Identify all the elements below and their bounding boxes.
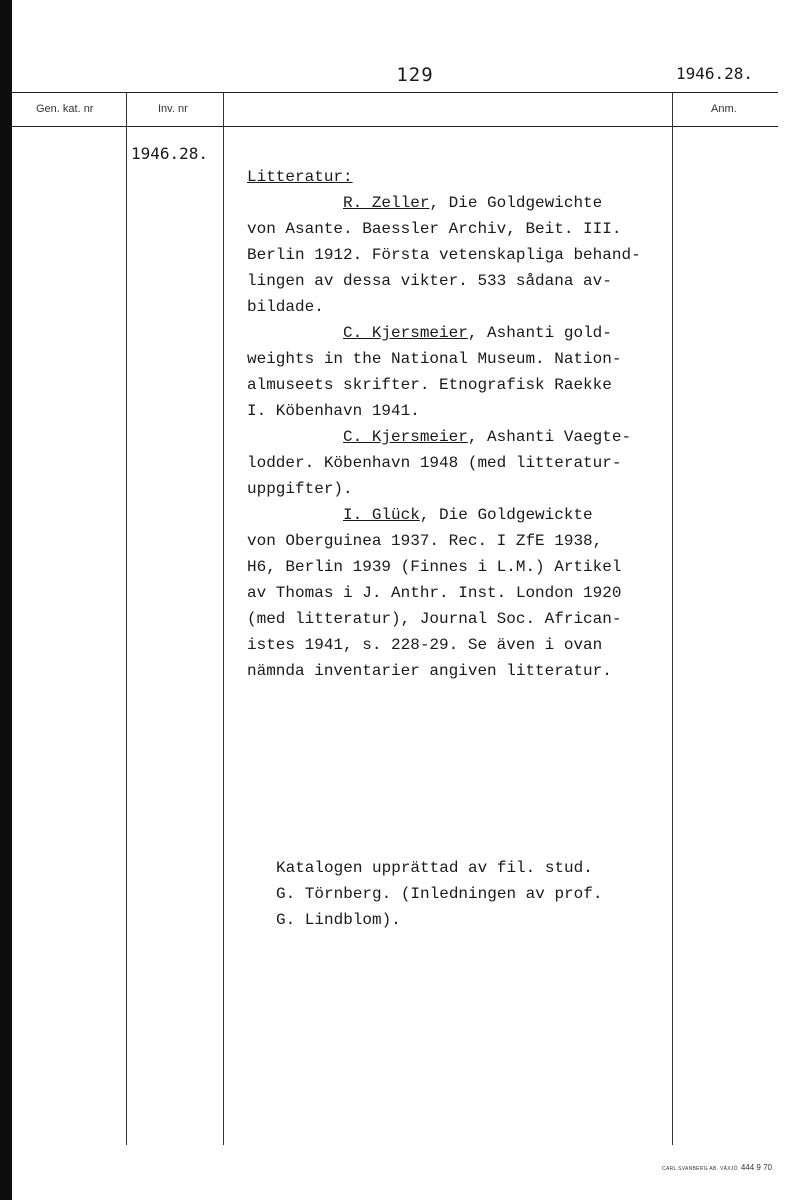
literature-line: istes 1941, s. 228-29. Se även i ovan: [247, 636, 603, 654]
literature-section: [247, 164, 677, 684]
literature-line: bildade.: [247, 298, 324, 316]
literature-line: (med litteratur), Journal Soc. African-: [247, 610, 622, 628]
page-binding-edge: [0, 0, 12, 1200]
literature-line: I. Glück, Die Goldgewickte: [343, 506, 593, 524]
literature-line: weights in the National Museum. Nation-: [247, 350, 622, 368]
literature-line: I. Köbenhavn 1941.: [247, 402, 420, 420]
literature-line: C. Kjersmeier, Ashanti Vaegte-: [343, 428, 632, 446]
catalog-note-line: G. Lindblom).: [276, 911, 401, 929]
column-header-inv-nr: Inv. nr: [158, 103, 188, 115]
form-number: 444 9 70: [740, 1163, 772, 1172]
catalog-note-line: G. Törnberg. (Inledningen av prof.: [276, 885, 603, 903]
literature-line: av Thomas i J. Anthr. Inst. London 1920: [247, 584, 622, 602]
column-header-gen-kat-nr: Gen. kat. nr: [36, 103, 94, 115]
literature-line: Berlin 1912. Första vetenskapliga behand-: [247, 246, 641, 264]
literature-line: almuseets skrifter. Etnografisk Raekke: [247, 376, 612, 394]
literature-line: von Asante. Baessler Archiv, Beit. III.: [247, 220, 622, 238]
column-header-anm: Anm.: [711, 103, 737, 115]
catalog-note: [276, 855, 676, 933]
literature-line: uppgifter).: [247, 480, 353, 498]
literature-line: R. Zeller, Die Goldgewichte: [343, 194, 603, 212]
literature-line: C. Kjersmeier, Ashanti gold-: [343, 324, 612, 342]
header-catalog-id: 1946.28.: [676, 64, 754, 83]
entry-inv-nr: 1946.28.: [131, 144, 209, 163]
literature-line: von Oberguinea 1937. Rec. I ZfE 1938,: [247, 532, 603, 550]
column-divider-1: [126, 93, 127, 1145]
page-number: 129: [396, 64, 434, 86]
literature-heading: Litteratur:: [247, 168, 353, 186]
printer-footer: [662, 1163, 772, 1172]
catalog-note-line: Katalogen upprättad av fil. stud.: [276, 859, 593, 877]
literature-line: nämnda inventarier angiven litteratur.: [247, 662, 612, 680]
printer-name: CARL SVANBERG AB. VÄXJÖ: [662, 1166, 738, 1172]
literature-line: lodder. Köbenhavn 1948 (med litteratur-: [247, 454, 622, 472]
literature-line: H6, Berlin 1939 (Finnes i L.M.) Artikel: [247, 558, 622, 576]
column-divider-2: [223, 93, 224, 1145]
literature-line: lingen av dessa vikter. 533 sådana av-: [247, 272, 612, 290]
